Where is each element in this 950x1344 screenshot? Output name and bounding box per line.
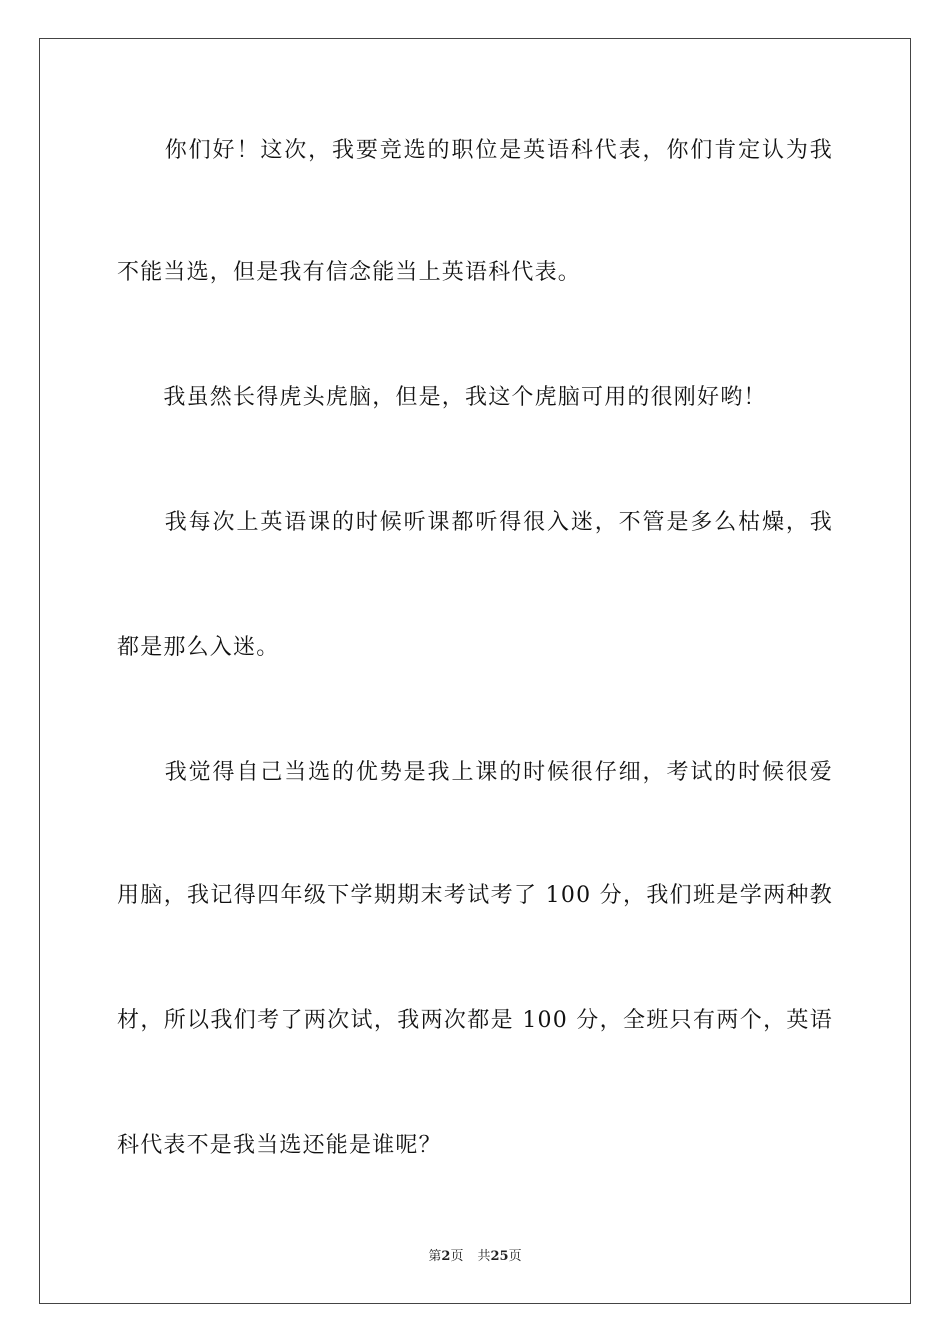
paragraph-4-line-1: 我觉得自己当选的优势是我上课的时候很仔细，考试的时候很爱 [117, 760, 833, 785]
total-pages: 25 [490, 1249, 509, 1264]
paragraph-2-line-1: 我虽然长得虎头虎脑，但是，我这个虎脑可用的很刚好哟！ [117, 385, 767, 410]
paragraph-4-line-3: 材，所以我们考了两次试，我两次都是 100 分，全班只有两个，英语 [117, 1008, 833, 1033]
total-suffix: 页 [508, 1249, 522, 1264]
page-border [39, 38, 911, 1304]
paragraph-3-line-2: 都是那么入迷。 [117, 635, 280, 660]
total-prefix: 共 [477, 1249, 491, 1264]
page-suffix: 页 [450, 1249, 464, 1264]
paragraph-3-line-1: 我每次上英语课的时候听课都听得很入迷，不管是多么枯燥，我 [117, 510, 833, 535]
paragraph-4-line-4: 科代表不是我当选还能是谁呢？ [117, 1133, 442, 1158]
page-prefix: 第 [428, 1249, 442, 1264]
page-number: 2 [441, 1249, 451, 1264]
page-footer [0, 1248, 950, 1266]
paragraph-1-line-1: 你们好！这次，我要竞选的职位是英语科代表，你们肯定认为我 [117, 138, 833, 163]
paragraph-1-line-2: 不能当选，但是我有信念能当上英语科代表。 [117, 260, 582, 285]
paragraph-4-line-2: 用脑，我记得四年级下学期期末考试考了 100 分，我们班是学两种教 [117, 883, 833, 908]
